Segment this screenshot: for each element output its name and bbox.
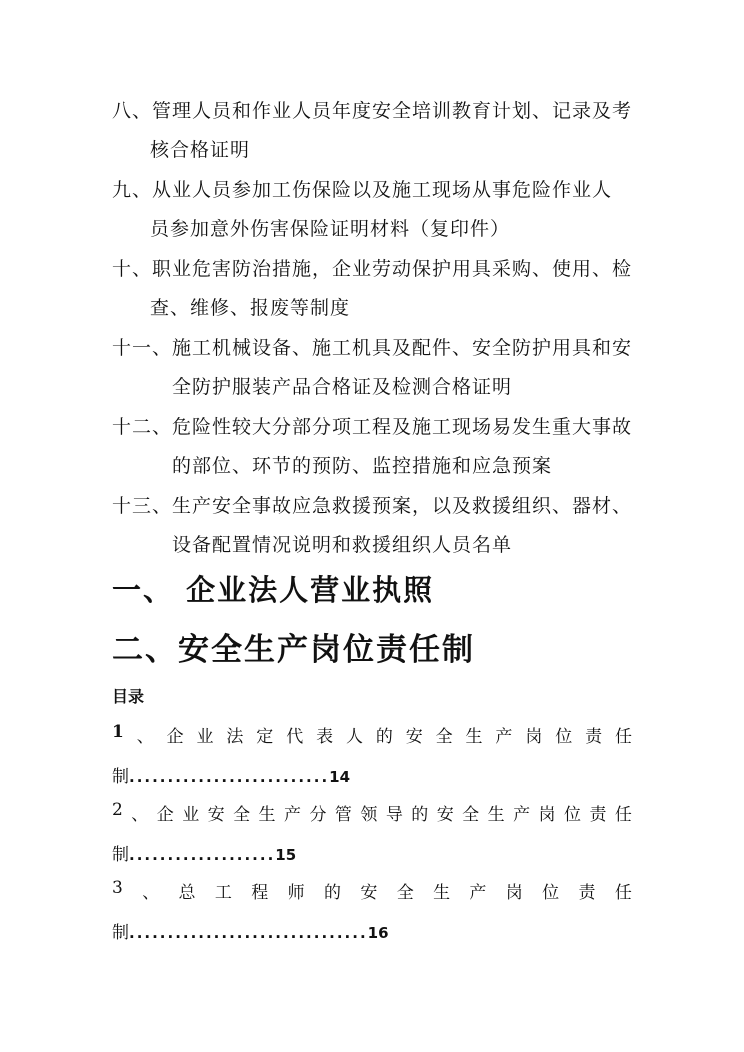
toc-char: 责 [589, 805, 607, 825]
toc-char: 产 [495, 727, 513, 747]
toc-entry-2-line2[interactable] [112, 840, 632, 865]
toc-char: 的 [323, 883, 341, 903]
toc-char: 、 [136, 727, 154, 747]
toc-char: 责 [585, 727, 603, 747]
toc-entry-1-line2[interactable] [112, 762, 632, 787]
item-12-line1: 十二、危险性较大分部分项工程及施工现场易发生重大事故 [112, 416, 633, 438]
toc-char: 、 [131, 805, 149, 825]
toc-entry-tail: 制 [112, 845, 129, 865]
toc-leader-dots: ............................... [129, 924, 368, 942]
toc-char: 岗 [505, 883, 523, 903]
toc-char: 业 [182, 805, 200, 825]
toc-entry-tail: 制 [112, 923, 129, 943]
toc-page-number: 14 [329, 768, 351, 786]
toc-char: 安 [360, 883, 378, 903]
toc-char: 表 [316, 727, 334, 747]
toc-char: 生 [433, 883, 451, 903]
toc-page-number: 16 [367, 924, 389, 942]
toc-char: 管 [334, 805, 352, 825]
toc-char: 工 [214, 883, 232, 903]
toc-char: 安 [405, 727, 423, 747]
toc-char: 全 [233, 805, 251, 825]
toc-char: 生 [465, 727, 483, 747]
toc-char: 任 [614, 883, 632, 903]
toc-char: 1 [112, 722, 124, 742]
item-8-line1: 八、管理人员和作业人员年度安全培训教育计划、记录及考 [112, 100, 633, 122]
toc-char: 的 [375, 727, 393, 747]
item-10-line1: 十、职业危害防治措施，企业劳动保护用具采购、使用、检 [112, 258, 633, 280]
item-13-line2: 设备配置情况说明和救援组织人员名单 [172, 534, 513, 556]
toc-char: 代 [286, 727, 304, 747]
toc-entry-3-line1 [112, 878, 632, 903]
toc-char: 、 [142, 883, 160, 903]
toc-char: 企 [166, 727, 184, 747]
item-9-line1: 九、从业人员参加工伤保险以及施工现场从事危险作业人 [112, 179, 613, 201]
toc-char: 生 [258, 805, 276, 825]
toc-char: 定 [256, 727, 274, 747]
item-11-line1: 十一、施工机械设备、施工机具及配件、安全防护用具和安 [112, 337, 633, 359]
toc-title: 目录 [112, 687, 145, 706]
toc-char: 生 [487, 805, 505, 825]
toc-char: 领 [360, 805, 378, 825]
toc-char: 岗 [538, 805, 556, 825]
toc-page-number: 15 [275, 846, 297, 864]
item-8-line2: 核合格证明 [150, 139, 251, 161]
toc-char: 全 [396, 883, 414, 903]
toc-char: 3 [112, 878, 123, 898]
toc-char: 企 [156, 805, 174, 825]
toc-leader-dots: ................... [129, 846, 276, 864]
toc-char: 产 [513, 805, 531, 825]
toc-char: 全 [435, 727, 453, 747]
toc-char: 位 [555, 727, 573, 747]
heading-safety-responsibility: 二、安全生产岗位责任制 [112, 632, 475, 668]
item-9-line2: 员参加意外伤害保险证明材料（复印件） [150, 218, 511, 240]
toc-char: 法 [226, 727, 244, 747]
item-12-line2: 的部位、环节的预防、监控措施和应急预案 [172, 455, 553, 477]
toc-char: 分 [309, 805, 327, 825]
toc-char: 总 [178, 883, 196, 903]
toc-entry-1-line1 [112, 722, 632, 747]
toc-char: 产 [469, 883, 487, 903]
item-10-line2: 查、维修、报废等制度 [150, 297, 351, 319]
toc-entry-3-line2[interactable] [112, 918, 632, 943]
toc-char: 业 [196, 727, 214, 747]
toc-char: 2 [112, 800, 123, 820]
toc-char: 程 [251, 883, 269, 903]
heading-business-license: 一、 企业法人营业执照 [112, 573, 435, 607]
toc-char: 全 [462, 805, 480, 825]
toc-char: 产 [284, 805, 301, 825]
toc-leader-dots: .......................... [129, 768, 330, 786]
toc-char: 任 [614, 727, 632, 747]
toc-char: 师 [287, 883, 305, 903]
toc-entry-2-line1 [112, 800, 632, 825]
item-11-line2: 全防护服装产品合格证及检测合格证明 [172, 376, 513, 398]
toc-entry-tail: 制 [112, 767, 129, 787]
toc-char: 岗 [525, 727, 543, 747]
item-13-line1: 十三、生产安全事故应急救援预案，以及救援组织、器材、 [112, 495, 633, 517]
toc-char: 人 [345, 727, 363, 747]
toc-char: 位 [542, 883, 560, 903]
toc-char: 责 [578, 883, 596, 903]
toc-char: 位 [563, 805, 581, 825]
toc-char: 导 [385, 805, 403, 825]
toc-char: 安 [207, 805, 225, 825]
toc-char: 安 [436, 805, 454, 825]
toc-char: 任 [614, 805, 632, 825]
toc-char: 的 [411, 805, 429, 825]
